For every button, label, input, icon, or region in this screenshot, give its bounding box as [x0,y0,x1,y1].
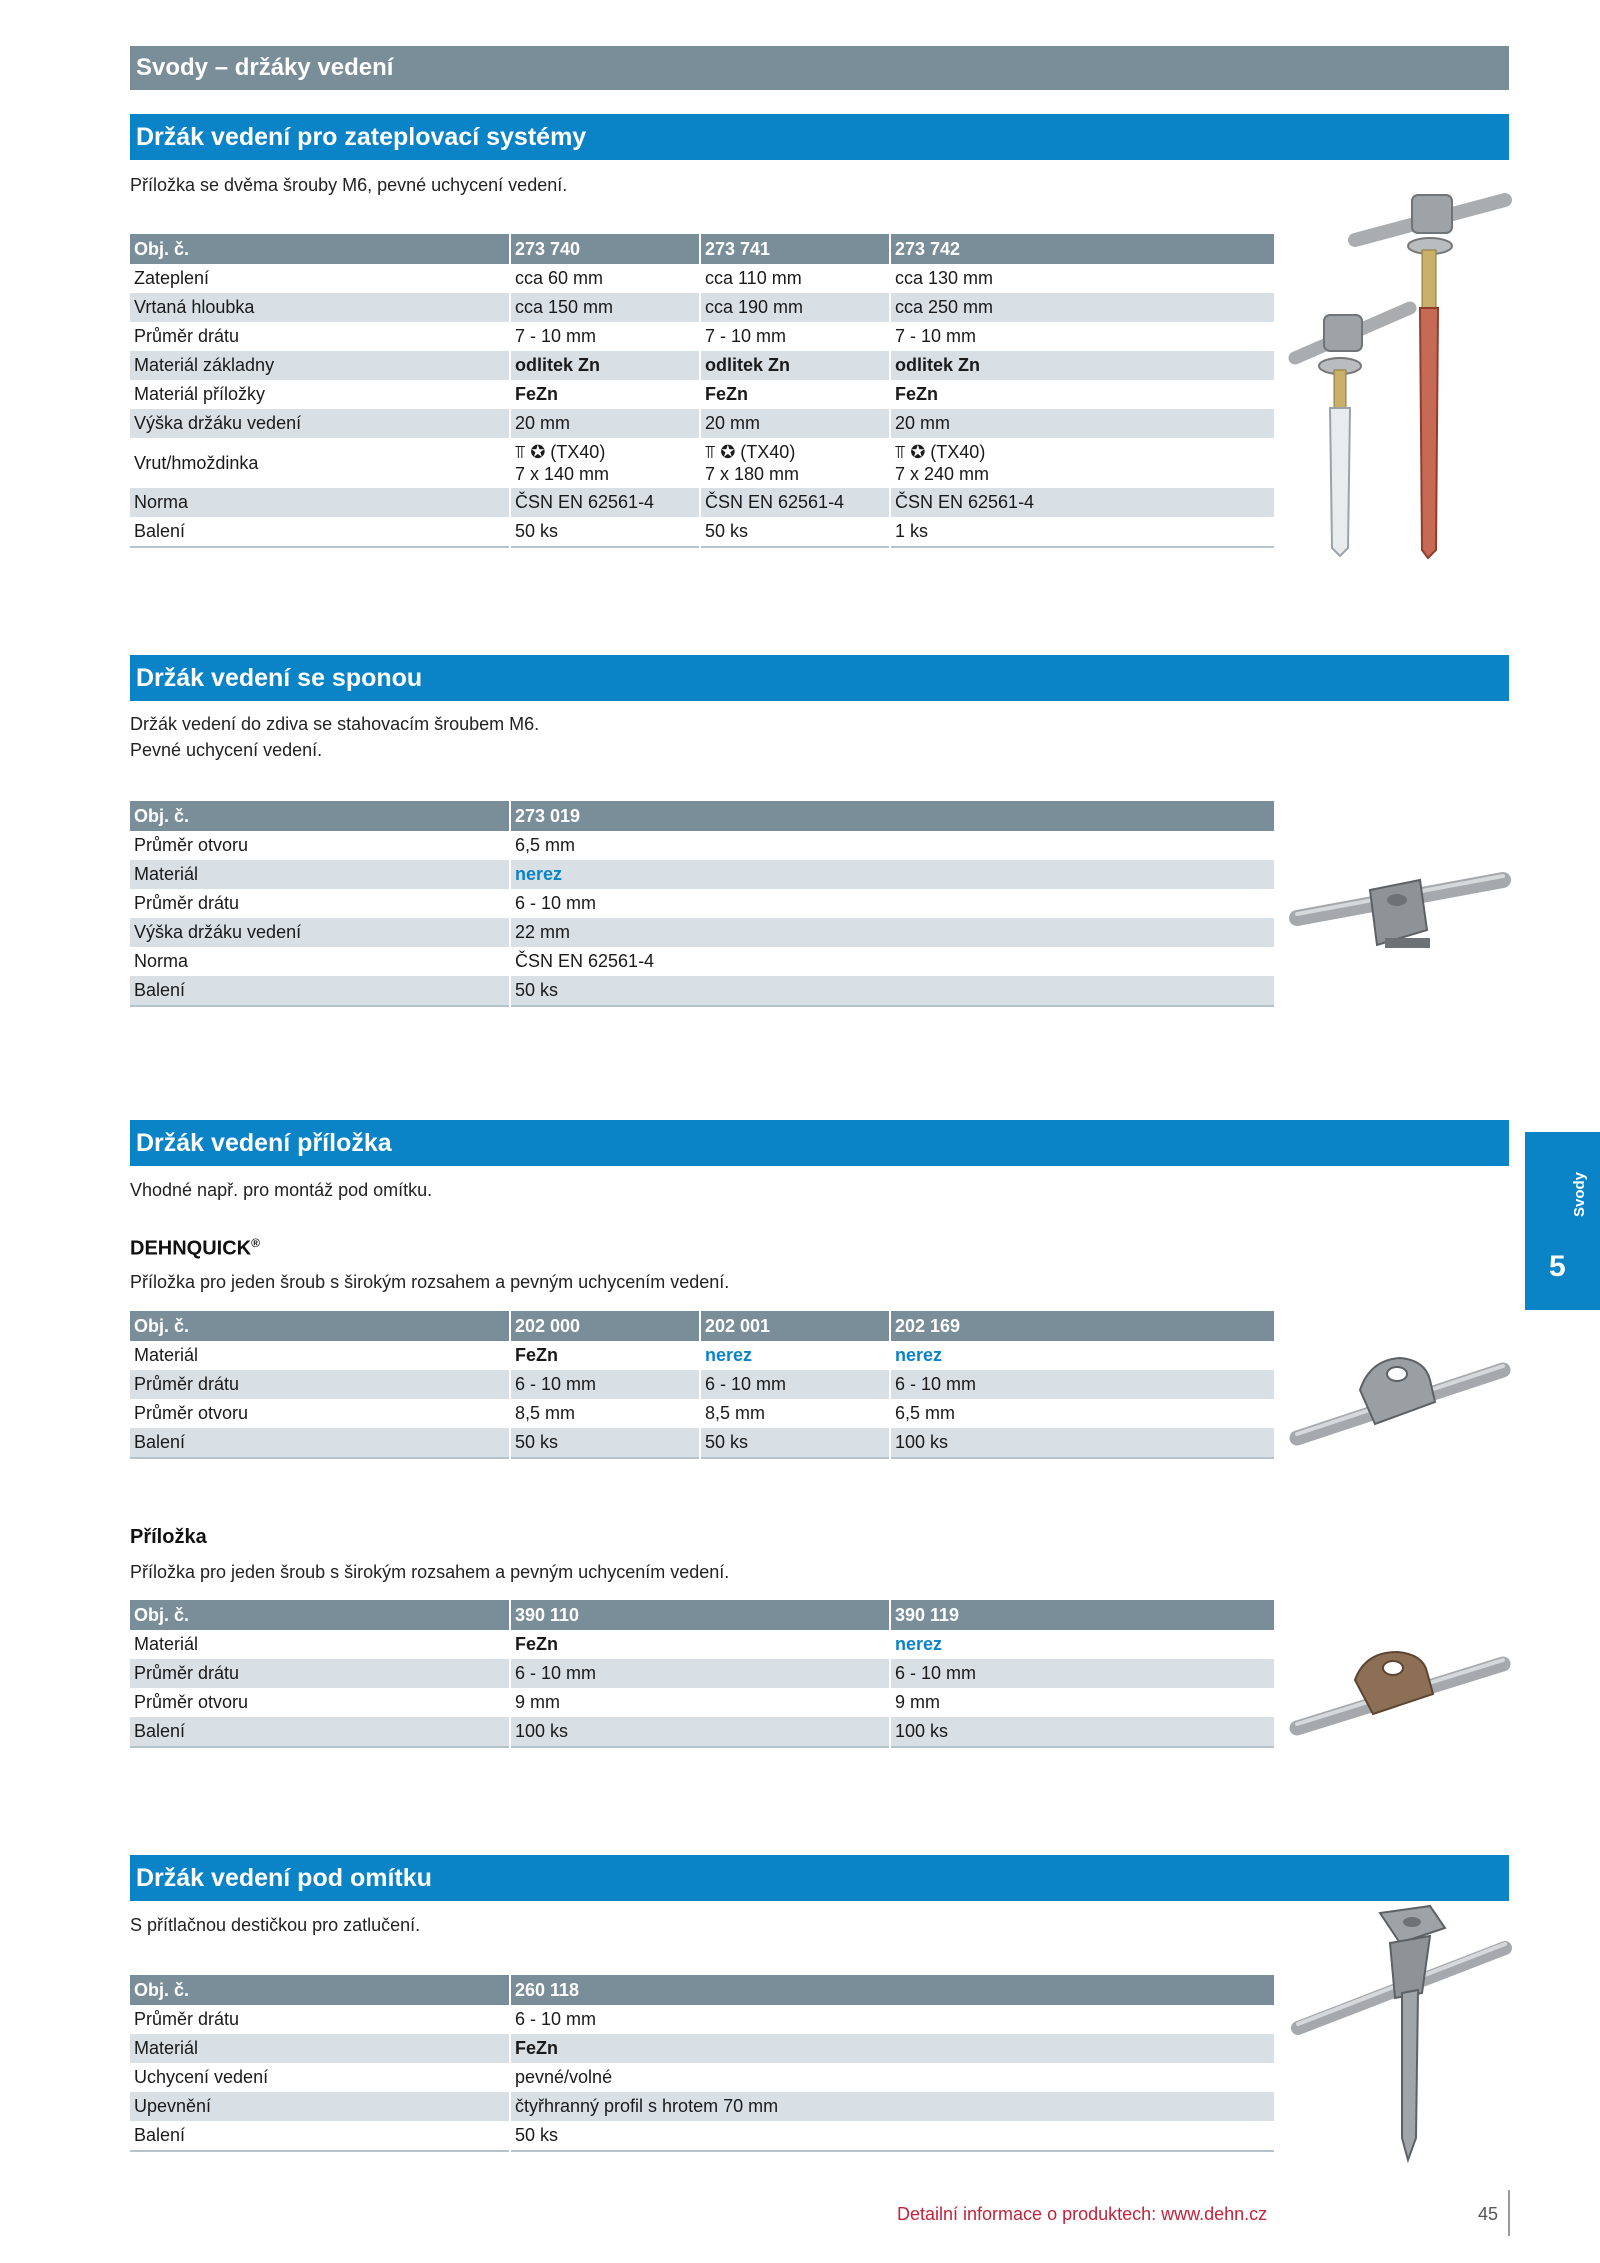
table-cell: 6 - 10 mm [890,1370,1274,1399]
table-cell: Vrut/hmoždinka [130,438,510,488]
section-description: Příložka se dvěma šrouby M6, pevné uchycení vedení. [130,175,568,195]
table-cell: Materiál základny [130,351,510,380]
table-header-cell: 273 741 [700,234,890,264]
spec-table-dehnquick [130,1311,1274,1459]
screw-icon: ⫪ [895,442,906,462]
table-cell: 20 mm [510,409,700,438]
section-title-insulation-holder: Držák vedení pro zateplovací systémy [130,114,1509,160]
table-cell: 6 - 10 mm [700,1370,890,1399]
table-cell: FeZn [510,1630,890,1659]
section-title-flush-holder: Držák vedení pod omítku [130,1855,1509,1901]
table-header-row [130,1311,1274,1341]
subsection-description: Příložka pro jeden šroub s širokým rozsahem a pevným uchycením vedení. [130,1562,730,1582]
table-header-cell: 390 119 [890,1600,1274,1630]
table-cell: Materiál [130,2034,510,2063]
table-cell: Materiál příložky [130,380,510,409]
table-cell: Průměr otvoru [130,1399,510,1428]
table-header-cell: Obj. č. [130,234,510,264]
section-description: Držák vedení do zdiva se stahovacím šroubem M6. [130,714,540,734]
product-image-saddle [1285,1630,1515,1750]
table-cell: FeZn [510,2034,1274,2063]
table-row [130,380,1274,409]
table-header-row [130,1975,1274,2005]
table-cell: nerez [890,1630,1274,1659]
table-cell: odlitek Zn [890,351,1274,380]
table-cell: Norma [130,488,510,517]
table-header-cell: 202 169 [890,1311,1274,1341]
table-cell: Balení [130,1717,510,1747]
table-cell: 8,5 mm [700,1399,890,1428]
table-cell: 50 ks [510,517,700,547]
table-cell: 8,5 mm [510,1399,700,1428]
section-title-clip-holder: Držák vedení se sponou [130,655,1509,701]
spec-table-insulation [130,234,1274,548]
table-cell: cca 250 mm [890,293,1274,322]
table-cell: Vrtaná hloubka [130,293,510,322]
table-cell: odlitek Zn [510,351,700,380]
spec-table-flush-holder [130,1975,1274,2152]
table-row [130,2063,1274,2092]
table-cell: FeZn [700,380,890,409]
screw-icon: ⫪ [515,442,526,462]
table-header-row [130,801,1274,831]
table-cell: nerez [510,860,1274,889]
table-cell: Balení [130,976,510,1006]
table-cell: 7 - 10 mm [700,322,890,351]
table-row [130,1630,1274,1659]
table-row [130,2034,1274,2063]
table-row [130,322,1274,351]
table-cell [700,438,890,488]
section-title-saddle-holder: Držák vedení příložka [130,1120,1509,1166]
table-header-cell: 390 110 [510,1600,890,1630]
table-row [130,1399,1274,1428]
table-cell: Výška držáku vedení [130,918,510,947]
screw-spec-text: (TX40) [930,442,986,462]
table-cell: ČSN EN 62561-4 [890,488,1274,517]
table-cell: 6 - 10 mm [510,1659,890,1688]
table-cell: FeZn [510,380,700,409]
torx-icon: ✪ [720,442,736,462]
spec-table-saddle [130,1600,1274,1748]
table-cell: FeZn [890,380,1274,409]
torx-icon: ✪ [910,442,926,462]
table-cell: 9 mm [890,1688,1274,1717]
table-cell: Průměr otvoru [130,1688,510,1717]
subsection-description: Příložka pro jeden šroub s širokým rozsahem a pevným uchycením vedení. [130,1272,730,1292]
table-cell: 6,5 mm [510,831,1274,860]
table-cell: čtyřhranný profil s hrotem 70 mm [510,2092,1274,2121]
table-cell: odlitek Zn [700,351,890,380]
spec-table-clip-holder [130,801,1274,1007]
screw-size-text: 7 x 180 mm [705,464,800,484]
section-description: Pevné uchycení vedení. [130,740,323,760]
table-row [130,1659,1274,1688]
table-row [130,1341,1274,1370]
table-header-cell: 273 740 [510,234,700,264]
torx-icon: ✪ [530,442,546,462]
table-cell: 50 ks [510,1428,700,1458]
table-row [130,351,1274,380]
product-image-flush-holder [1290,1888,1515,2168]
table-cell: 7 - 10 mm [510,322,700,351]
table-cell: cca 190 mm [700,293,890,322]
table-cell: Balení [130,517,510,547]
table-row [130,860,1274,889]
table-header-cell: Obj. č. [130,801,510,831]
table-header-cell: 202 001 [700,1311,890,1341]
table-cell: Průměr drátu [130,889,510,918]
table-cell: 9 mm [510,1688,890,1717]
table-cell: Balení [130,1428,510,1458]
table-cell: cca 110 mm [700,264,890,293]
table-cell: 22 mm [510,918,1274,947]
table-row [130,831,1274,860]
product-image-dehnquick [1285,1340,1515,1460]
footer-link[interactable]: Detailní informace o produktech: www.dehn.cz [897,2204,1268,2224]
table-row [130,889,1274,918]
screw-size-text: 7 x 140 mm [515,464,610,484]
table-header-cell: Obj. č. [130,1975,510,2005]
table-cell: 6 - 10 mm [510,1370,700,1399]
table-header-row [130,1600,1274,1630]
table-cell: 50 ks [510,976,1274,1006]
table-cell: ČSN EN 62561-4 [510,947,1274,976]
table-cell: nerez [700,1341,890,1370]
table-cell [890,438,1274,488]
table-cell: Balení [130,2121,510,2151]
screw-spec-text: (TX40) [550,442,606,462]
table-cell: Zateplení [130,264,510,293]
table-cell: 50 ks [510,2121,1274,2151]
table-row [130,264,1274,293]
table-cell: 1 ks [890,517,1274,547]
table-cell: cca 150 mm [510,293,700,322]
table-cell: Průměr drátu [130,2005,510,2034]
table-row [130,918,1274,947]
table-header-cell: 273 019 [510,801,1274,831]
table-cell: cca 130 mm [890,264,1274,293]
table-cell: 100 ks [890,1428,1274,1458]
table-row [130,1370,1274,1399]
chapter-tab-label: Svody [1571,1172,1588,1218]
subsection-title-saddle: Příložka [130,1526,207,1548]
table-cell: 20 mm [890,409,1274,438]
table-cell: 50 ks [700,517,890,547]
table-cell: Průměr drátu [130,322,510,351]
table-row [130,1688,1274,1717]
subsection-title-text: DEHNQUICK [130,1237,252,1260]
page-number: 45 [1478,2204,1499,2224]
table-row [130,488,1274,517]
table-cell: Upevnění [130,2092,510,2121]
table-cell: 6 - 10 mm [510,889,1274,918]
chapter-tab-number: 5 [1549,1250,1566,1283]
page-title: Svody – držáky vedení [130,46,1509,90]
table-cell: Norma [130,947,510,976]
table-cell: nerez [890,1341,1274,1370]
table-cell: Výška držáku vedení [130,409,510,438]
table-header-row [130,234,1274,264]
table-cell: Materiál [130,1341,510,1370]
table-cell: 6,5 mm [890,1399,1274,1428]
page-number-divider [1508,2190,1510,2236]
screw-spec-text: (TX40) [740,442,796,462]
product-image-insulation-holder [1280,180,1520,560]
table-header-cell: Obj. č. [130,1600,510,1630]
table-cell: Uchycení vedení [130,2063,510,2092]
table-row [130,2005,1274,2034]
table-row [130,409,1274,438]
table-cell: Průměr drátu [130,1370,510,1399]
table-cell [510,438,700,488]
screw-icon: ⫪ [705,442,716,462]
table-cell: Průměr otvoru [130,831,510,860]
table-header-cell: 202 000 [510,1311,700,1341]
table-cell: Materiál [130,1630,510,1659]
table-cell: ČSN EN 62561-4 [510,488,700,517]
table-cell: 100 ks [890,1717,1274,1747]
table-row [130,947,1274,976]
table-cell: pevné/volné [510,2063,1274,2092]
registered-mark: ® [251,1236,260,1250]
table-header-cell: Obj. č. [130,1311,510,1341]
table-row [130,1428,1274,1458]
table-row [130,976,1274,1006]
product-image-clip-holder [1285,850,1515,970]
table-row [130,2121,1274,2151]
table-row [130,517,1274,547]
section-description: S přítlačnou destičkou pro zatlučení. [130,1915,421,1935]
screw-size-text: 7 x 240 mm [895,464,990,484]
table-cell: Materiál [130,860,510,889]
table-cell: ČSN EN 62561-4 [700,488,890,517]
table-cell: 50 ks [700,1428,890,1458]
table-cell: FeZn [510,1341,700,1370]
table-row [130,2092,1274,2121]
table-row [130,1717,1274,1747]
table-cell: 100 ks [510,1717,890,1747]
table-header-cell: 260 118 [510,1975,1274,2005]
table-row [130,438,1274,488]
subsection-title-dehnquick [130,1236,260,1261]
table-cell: 7 - 10 mm [890,322,1274,351]
table-cell: 6 - 10 mm [890,1659,1274,1688]
table-cell: Průměr drátu [130,1659,510,1688]
table-cell: 20 mm [700,409,890,438]
table-row [130,293,1274,322]
chapter-tab [1525,1132,1600,1310]
table-header-cell: 273 742 [890,234,1274,264]
section-description: Vhodné např. pro montáž pod omítku. [130,1180,433,1200]
table-cell: cca 60 mm [510,264,700,293]
table-cell: 6 - 10 mm [510,2005,1274,2034]
